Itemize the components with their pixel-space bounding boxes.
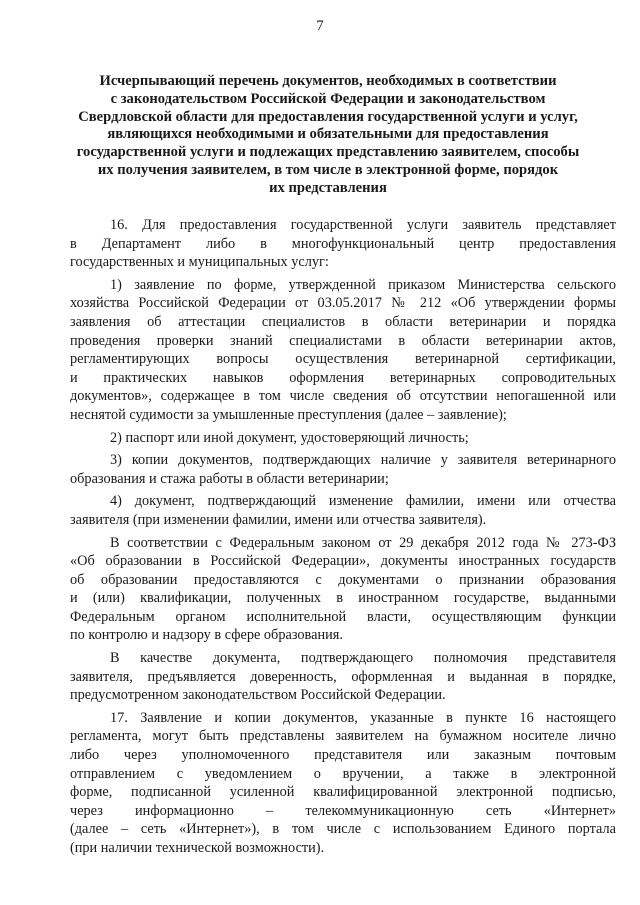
paragraph (70, 276, 616, 425)
paragraph-line: 1) заявление по форме, утвержденной приказом Министерства сельского (110, 276, 616, 293)
paragraph-line: и (или) квалификации, полученных в иностранном государстве, выданными (70, 590, 616, 607)
paragraph-line: (далее – сеть «Интернет»), в том числе с использованием Единого портала (70, 821, 616, 838)
paragraph-line: 17. Заявление и копии документов, указанные в пункте 16 настоящего (110, 709, 616, 726)
paragraph-line: неснятой судимости за умышленные преступления (далее – заявление); (70, 406, 507, 423)
heading-line: с законодательством Российской Федерации и законодательством (110, 90, 546, 107)
document-body (70, 216, 616, 862)
paragraph-line: и практических навыков оформления ветеринарных сопроводительных (70, 369, 616, 386)
paragraph-line: 2) паспорт или иной документ, удостоверяющий личность; (110, 429, 469, 446)
heading-line: Свердловской области для предоставления государственной услуги и услуг, (78, 108, 578, 125)
paragraph-line: предусмотренном законодательством Российской Федерации. (70, 687, 446, 704)
paragraph-line: (при наличии технической возможности). (70, 840, 325, 856)
paragraph-line: через информационно – телекоммуникационную сеть «Интернет» (70, 802, 616, 819)
heading-line: Исчерпывающий перечень документов, необходимых в соответствии (99, 73, 557, 89)
paragraph (70, 216, 616, 272)
paragraph-line: либо через уполномоченного представителя или заказным почтовым (70, 747, 616, 764)
paragraph (70, 451, 616, 488)
heading-line: государственной услуги и подлежащих представлению заявителем, способы (76, 144, 580, 161)
paragraph-line: В качестве документа, подтверждающего полномочия представителя (110, 650, 616, 667)
paragraph-line: хозяйства Российской Федерации от 03.05.2017 № 212 «Об утверждении формы (70, 295, 616, 312)
paragraph-line: проведения проверки знаний специалистами в области ветеринарии актов, (70, 332, 616, 349)
section-heading (58, 73, 598, 198)
paragraph-line: регламентирующих вопросы осуществления ветеринарной сертификации, (70, 351, 616, 368)
paragraph-line: 16. Для предоставления государственной услуги заявитель представляет (110, 217, 616, 233)
paragraph-line: отправлением с уведомлением о вручении, а также в электронной (70, 765, 616, 782)
paragraph-line: заявления об аттестации специалистов в области ветеринарии и порядка (70, 313, 616, 330)
heading-line: их получения заявителем, в том числе в электронной форме, порядок (97, 161, 559, 178)
heading-line: их представления (269, 179, 387, 196)
paragraph-line: государственных и муниципальных услуг: (70, 254, 329, 271)
paragraph-line: по контролю и надзору в сфере образования. (70, 627, 343, 644)
paragraph-line: регламента, могут быть представлены заявителем на бумажном носителе лично (70, 728, 616, 745)
paragraph-line: «Об образовании в Российской Федерации», документы иностранных государств (70, 553, 616, 570)
paragraph-line: в Департамент либо в многофункциональный центр предоставления (70, 235, 616, 252)
paragraph (70, 649, 616, 705)
paragraph-line: 4) документ, подтверждающий изменение фамилии, имени или отчества (110, 493, 616, 510)
paragraph-line: заявителя (при изменении фамилии, имени или отчества заявителя). (70, 511, 487, 528)
paragraph (70, 709, 616, 858)
paragraph-line: форме, подписанной усиленной квалифицированной электронной подписью, (70, 784, 616, 801)
paragraph-line: документов», содержащее в том числе сведения об отсутствии непогашенной или (70, 388, 616, 405)
heading-line: являющихся необходимыми и обязательными для предоставления (107, 126, 549, 143)
paragraph (70, 429, 616, 448)
paragraph-line: об образовании предоставляются с документами о признании образования (70, 571, 616, 588)
page-number: 7 (316, 18, 324, 34)
paragraph-line: В соответствии с Федеральным законом от 29 декабря 2012 года № 273-ФЗ (110, 534, 616, 551)
paragraph (70, 492, 616, 529)
paragraph (70, 534, 616, 646)
paragraph-line: образования и стажа работы в области ветеринарии; (70, 470, 389, 487)
paragraph-line: 3) копии документов, подтверждающих наличие у заявителя ветеринарного (110, 452, 616, 469)
paragraph-line: Федеральным органом исполнительной власти, осуществляющим функции (70, 608, 616, 625)
paragraph-line: заявителя, предъявляется доверенность, оформленная и выданная в порядке, (70, 668, 616, 685)
